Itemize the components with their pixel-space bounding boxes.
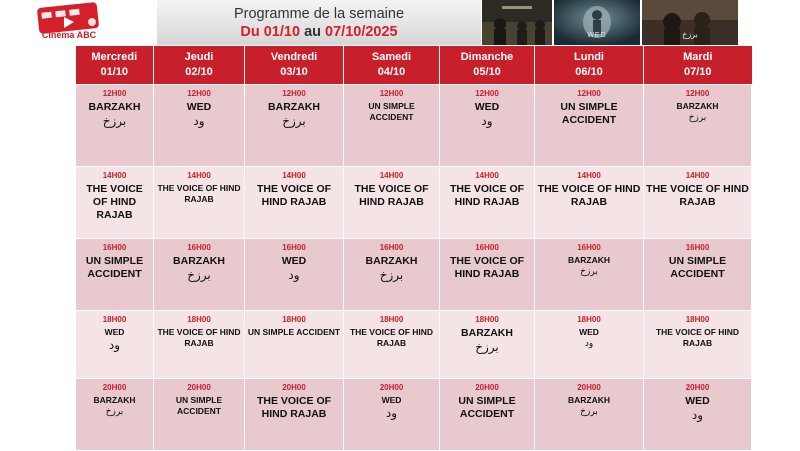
screening-cell	[644, 239, 752, 311]
time-slot-row	[76, 167, 752, 239]
film-title: BARZAKH	[365, 255, 418, 267]
dates-end: 07/10/2025	[325, 24, 398, 40]
film-title-arabic: برزخ	[580, 267, 598, 277]
screening-time: 12H00	[102, 89, 127, 98]
film-title-arabic: برزخ	[102, 114, 127, 128]
screening-cell	[344, 379, 440, 451]
dates-start: Du 01/10	[240, 24, 301, 40]
day-header: Mercredi 01/10	[76, 46, 154, 85]
screening-cell	[76, 311, 154, 379]
screening-cell	[245, 85, 344, 167]
day-header: Jeudi 02/10	[154, 46, 245, 85]
film-title: BARZAKH	[268, 101, 320, 113]
screening-cell	[154, 379, 245, 451]
film-title: UN SIMPLE ACCIDENT	[247, 327, 341, 337]
film-title: WED	[186, 101, 212, 113]
film-title-arabic: برزخ	[688, 113, 707, 123]
film-title: WED	[474, 101, 500, 113]
film-title: BARZAKH	[93, 395, 136, 405]
screening-cell	[440, 239, 535, 311]
film-title-arabic: برزخ	[580, 407, 598, 417]
screening-cell	[245, 167, 344, 239]
day-header: Vendredi 03/10	[245, 46, 344, 85]
film-title-arabic: ود	[584, 339, 594, 349]
screening-time: 20H00	[282, 383, 306, 392]
day-header: Samedi 04/10	[344, 46, 440, 85]
screening-time: 16H00	[577, 243, 601, 252]
film-title: THE VOICE OF HIND RAJAB	[449, 255, 525, 280]
screening-cell	[344, 167, 440, 239]
film-title: WED	[685, 395, 710, 407]
screening-time: 18H00	[577, 315, 601, 324]
screening-time: 14H00	[379, 171, 404, 180]
film-title-arabic: برزخ	[282, 114, 306, 128]
screening-time: 18H00	[282, 315, 306, 324]
film-title: UN SIMPLE ACCIDENT	[175, 395, 223, 416]
screening-cell	[154, 311, 245, 379]
dates-middle: au	[304, 24, 321, 40]
film-poster-1	[482, 0, 552, 45]
film-title: BARZAKH	[567, 255, 611, 265]
film-title-arabic: برزخ	[379, 268, 404, 282]
screening-cell	[154, 239, 245, 311]
film-title: UN SIMPLE ACCIDENT	[368, 101, 415, 122]
screening-time: 18H00	[379, 315, 404, 324]
screening-time: 12H00	[282, 89, 306, 98]
screening-time: 14H00	[685, 171, 710, 180]
screening-time: 12H00	[475, 89, 499, 98]
day-header: Dimanche 05/10	[440, 46, 535, 85]
film-title-arabic: ود	[481, 114, 493, 128]
screening-cell	[644, 167, 752, 239]
screening-cell	[76, 167, 154, 239]
film-title: THE VOICE OF HIND RAJAB	[646, 183, 749, 208]
film-title: THE VOICE OF HIND RAJAB	[256, 395, 332, 420]
screening-cell	[535, 311, 644, 379]
screening-cell	[76, 85, 154, 167]
screening-time: 18H00	[685, 315, 710, 324]
screening-time: 16H00	[475, 243, 499, 252]
screening-time: 20H00	[685, 383, 710, 392]
film-title: THE VOICE OF HIND RAJAB	[86, 183, 143, 221]
film-title-arabic: ود	[193, 114, 205, 128]
film-title-arabic: برزخ	[105, 407, 124, 417]
film-title: UN SIMPLE ACCIDENT	[458, 395, 516, 420]
film-title-arabic: برزخ	[187, 268, 211, 282]
film-title: THE VOICE OF HIND RAJAB	[157, 327, 241, 348]
screening-time: 18H00	[475, 315, 499, 324]
screening-cell	[440, 311, 535, 379]
screening-time: 18H00	[102, 315, 127, 324]
film-title: WED	[104, 327, 125, 337]
screening-time: 20H00	[475, 383, 499, 392]
screening-time: 20H00	[187, 383, 211, 392]
schedule-body	[76, 85, 752, 451]
film-title: WED	[281, 255, 307, 267]
screening-cell	[535, 239, 644, 311]
film-title: THE VOICE OF HIND RAJAB	[449, 183, 525, 208]
film-poster-2	[554, 0, 640, 45]
screening-cell	[344, 239, 440, 311]
screening-time: 20H00	[102, 383, 127, 392]
screening-time: 14H00	[102, 171, 127, 180]
time-slot-row	[76, 239, 752, 311]
film-title-arabic: ود	[108, 338, 121, 352]
film-title: UN SIMPLE ACCIDENT	[560, 101, 618, 126]
film-title: THE VOICE OF HIND RAJAB	[537, 183, 641, 208]
film-title-arabic: ود	[385, 406, 398, 420]
poster-caption: WED	[587, 32, 607, 39]
page-title: Programme de la semaine	[233, 6, 405, 22]
screening-time: 12H00	[379, 89, 404, 98]
screening-time: 20H00	[379, 383, 404, 392]
film-title: BARZAKH	[567, 395, 611, 405]
screening-cell	[344, 311, 440, 379]
film-title: WED	[579, 327, 599, 337]
screening-cell	[440, 167, 535, 239]
screening-time: 14H00	[475, 171, 499, 180]
screening-time: 14H00	[187, 171, 211, 180]
screening-cell	[644, 379, 752, 451]
film-title: BARZAKH	[88, 101, 141, 113]
time-slot-row	[76, 311, 752, 379]
film-poster-3	[642, 0, 738, 45]
screening-cell	[154, 85, 245, 167]
screening-cell	[440, 379, 535, 451]
screening-cell	[644, 311, 752, 379]
time-slot-row	[76, 85, 752, 167]
screening-time: 12H00	[187, 89, 211, 98]
screening-cell	[245, 379, 344, 451]
screening-cell	[76, 379, 154, 451]
film-title: THE VOICE OF HIND RAJAB	[655, 327, 740, 348]
film-title: WED	[381, 395, 402, 405]
film-poster-icon	[482, 0, 552, 45]
screening-time: 18H00	[187, 315, 211, 324]
film-title: BARZAKH	[461, 327, 513, 339]
film-title-arabic: ود	[691, 408, 704, 422]
film-title: THE VOICE OF HIND RAJAB	[349, 327, 434, 348]
screening-cell	[644, 85, 752, 167]
screening-time: 16H00	[379, 243, 404, 252]
screening-time: 16H00	[685, 243, 710, 252]
screening-time: 20H00	[577, 383, 601, 392]
screening-cell	[440, 85, 535, 167]
screening-time: 16H00	[282, 243, 306, 252]
screening-time: 16H00	[187, 243, 211, 252]
film-title-arabic: برزخ	[475, 340, 499, 354]
screening-cell	[245, 311, 344, 379]
film-title: BARZAKH	[173, 255, 225, 267]
film-title: BARZAKH	[676, 101, 719, 111]
logo-name: Cinéma ABC	[41, 30, 97, 40]
day-header-row	[76, 46, 752, 85]
poster-caption: برزخ	[682, 30, 698, 39]
screening-time: 12H00	[577, 89, 601, 98]
film-title-arabic: ود	[288, 268, 300, 282]
day-header: Mardi 07/10	[644, 46, 752, 85]
screening-time: 14H00	[282, 171, 306, 180]
screening-cell	[245, 239, 344, 311]
film-title: THE VOICE OF HIND RAJAB	[256, 183, 332, 208]
day-header: Lundi 06/10	[535, 46, 644, 85]
screening-cell	[535, 167, 644, 239]
film-title: THE VOICE OF HIND RAJAB	[157, 183, 241, 204]
screening-time: 16H00	[102, 243, 127, 252]
screening-cell	[154, 167, 245, 239]
screening-time: 12H00	[685, 89, 710, 98]
screening-cell	[76, 239, 154, 311]
screening-time: 14H00	[577, 171, 601, 180]
schedule-table	[75, 46, 752, 451]
week-dates	[157, 24, 481, 40]
screening-cell	[344, 85, 440, 167]
film-title: THE VOICE OF HIND RAJAB	[354, 183, 429, 208]
screening-cell	[535, 379, 644, 451]
screening-cell	[535, 85, 644, 167]
film-title: UN SIMPLE ACCIDENT	[85, 255, 144, 280]
film-title: UN SIMPLE ACCIDENT	[668, 255, 727, 280]
time-slot-row	[76, 379, 752, 451]
